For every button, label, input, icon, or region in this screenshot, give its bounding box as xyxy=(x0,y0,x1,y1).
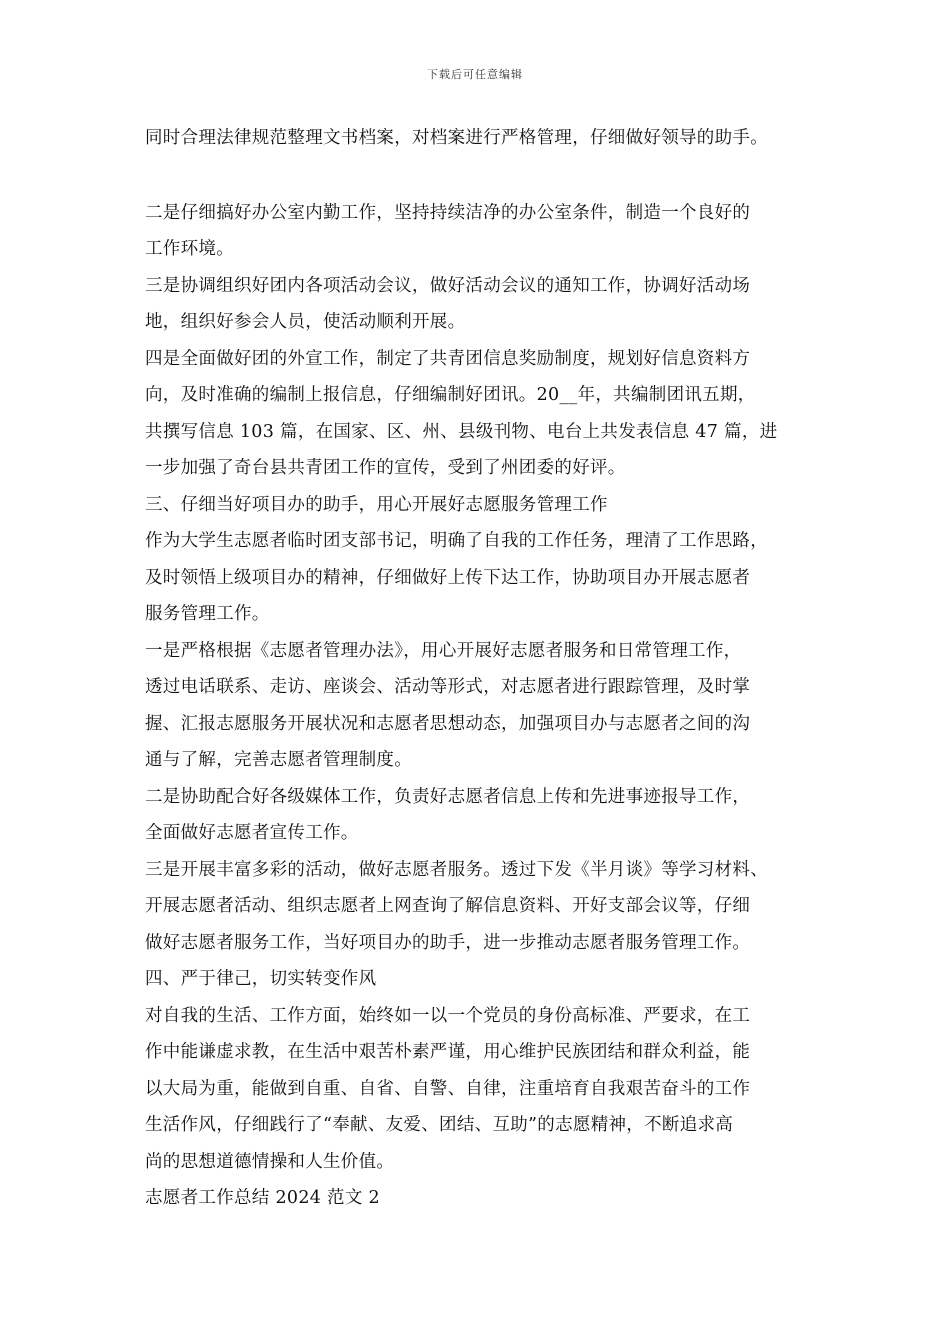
section-heading: 三、仔细当好项目办的助手，用心开展好志愿服务管理工作 xyxy=(145,494,608,515)
paragraph-line: 同时合理法律规范整理文书档案，对档案进行严格管理，仔细做好领导的助手。 xyxy=(145,128,768,148)
paragraph-line: 握、汇报志愿服务开展状况和志愿者思想动态，加强项目办与志愿者之间的沟 xyxy=(145,713,751,734)
paragraph-line: 向，及时准确的编制上报信息，仔细编制好团讯。20__年，共编制团讯五期， xyxy=(145,385,756,405)
section-heading: 四、严于律己，切实转变作风 xyxy=(145,969,377,989)
paragraph-line: 以大局为重，能做到自重、自省、自警、自律，注重培育自我艰苦奋斗的工作 xyxy=(145,1078,751,1099)
paragraph-line: 及时领悟上级项目办的精神，仔细做好上传下达工作，协助项目办开展志愿者 xyxy=(145,567,751,588)
paragraph-line: 四是全面做好团的外宣工作，制定了共青团信息奖励制度，规划好信息资料方 xyxy=(145,348,751,369)
paragraph-line: 全面做好志愿者宣传工作。 xyxy=(145,823,359,843)
next-article-title: 志愿者工作总结 2024 范文 2 xyxy=(145,1188,380,1208)
paragraph-line: 做好志愿者服务工作，当好项目办的助手，进一步推动志愿者服务管理工作。 xyxy=(145,932,751,953)
paragraph-line: 尚的思想道德情操和人生价值。 xyxy=(145,1151,395,1172)
paragraph-line: 作中能谦虚求教，在生活中艰苦朴素严谨，用心维护民族团结和群众利益，能 xyxy=(145,1042,751,1062)
paragraph-line: 作为大学生志愿者临时团支部书记，明确了自我的工作任务，理清了工作思路， xyxy=(145,531,768,551)
paragraph-line: 工作环境。 xyxy=(145,239,234,259)
paragraph-line: 二是仔细搞好办公室内勤工作，坚持持续洁净的办公室条件，制造一个良好的 xyxy=(145,202,751,223)
paragraph-line: 对自我的生活、工作方面，始终如一以一个党员的身份高标准、严要求，在工 xyxy=(145,1005,751,1026)
paragraph-line: 一是严格根据《志愿者管理办法》，用心开展好志愿者服务和日常管理工作， xyxy=(145,640,742,661)
paragraph-line: 地，组织好参会人员，使活动顺利开展。 xyxy=(145,312,466,332)
document-body xyxy=(145,120,835,1217)
paragraph-gap xyxy=(145,157,835,195)
paragraph-line: 三是开展丰富多彩的活动，做好志愿者服务。透过下发《半月谈》等学习材料、 xyxy=(145,859,768,880)
paragraph-line: 服务管理工作。 xyxy=(145,604,270,624)
paragraph-line: 生活作风，仔细践行了“奉献、友爱、团结、互助”的志愿精神，不断追求高 xyxy=(145,1115,734,1135)
paragraph-line: 开展志愿者活动、组织志愿者上网查询了解信息资料、开好支部会议等，仔细 xyxy=(145,896,751,916)
paragraph-line: 通与了解，完善志愿者管理制度。 xyxy=(145,750,412,770)
paragraph-line: 二是协助配合好各级媒体工作，负责好志愿者信息上传和先进事迹报导工作， xyxy=(145,786,751,807)
paragraph-line: 共撰写信息 103 篇，在国家、区、州、县级刊物、电台上共发表信息 47 篇，进 xyxy=(145,421,778,442)
page-header: 下载后可任意编辑 xyxy=(427,68,523,81)
paragraph-line: 三是协调组织好团内各项活动会议，做好活动会议的通知工作，协调好活动场 xyxy=(145,275,751,296)
paragraph-line: 透过电话联系、走访、座谈会、活动等形式，对志愿者进行跟踪管理，及时掌 xyxy=(145,677,751,697)
paragraph-line: 一步加强了奇台县共青团工作的宣传，受到了州团委的好评。 xyxy=(145,458,626,478)
